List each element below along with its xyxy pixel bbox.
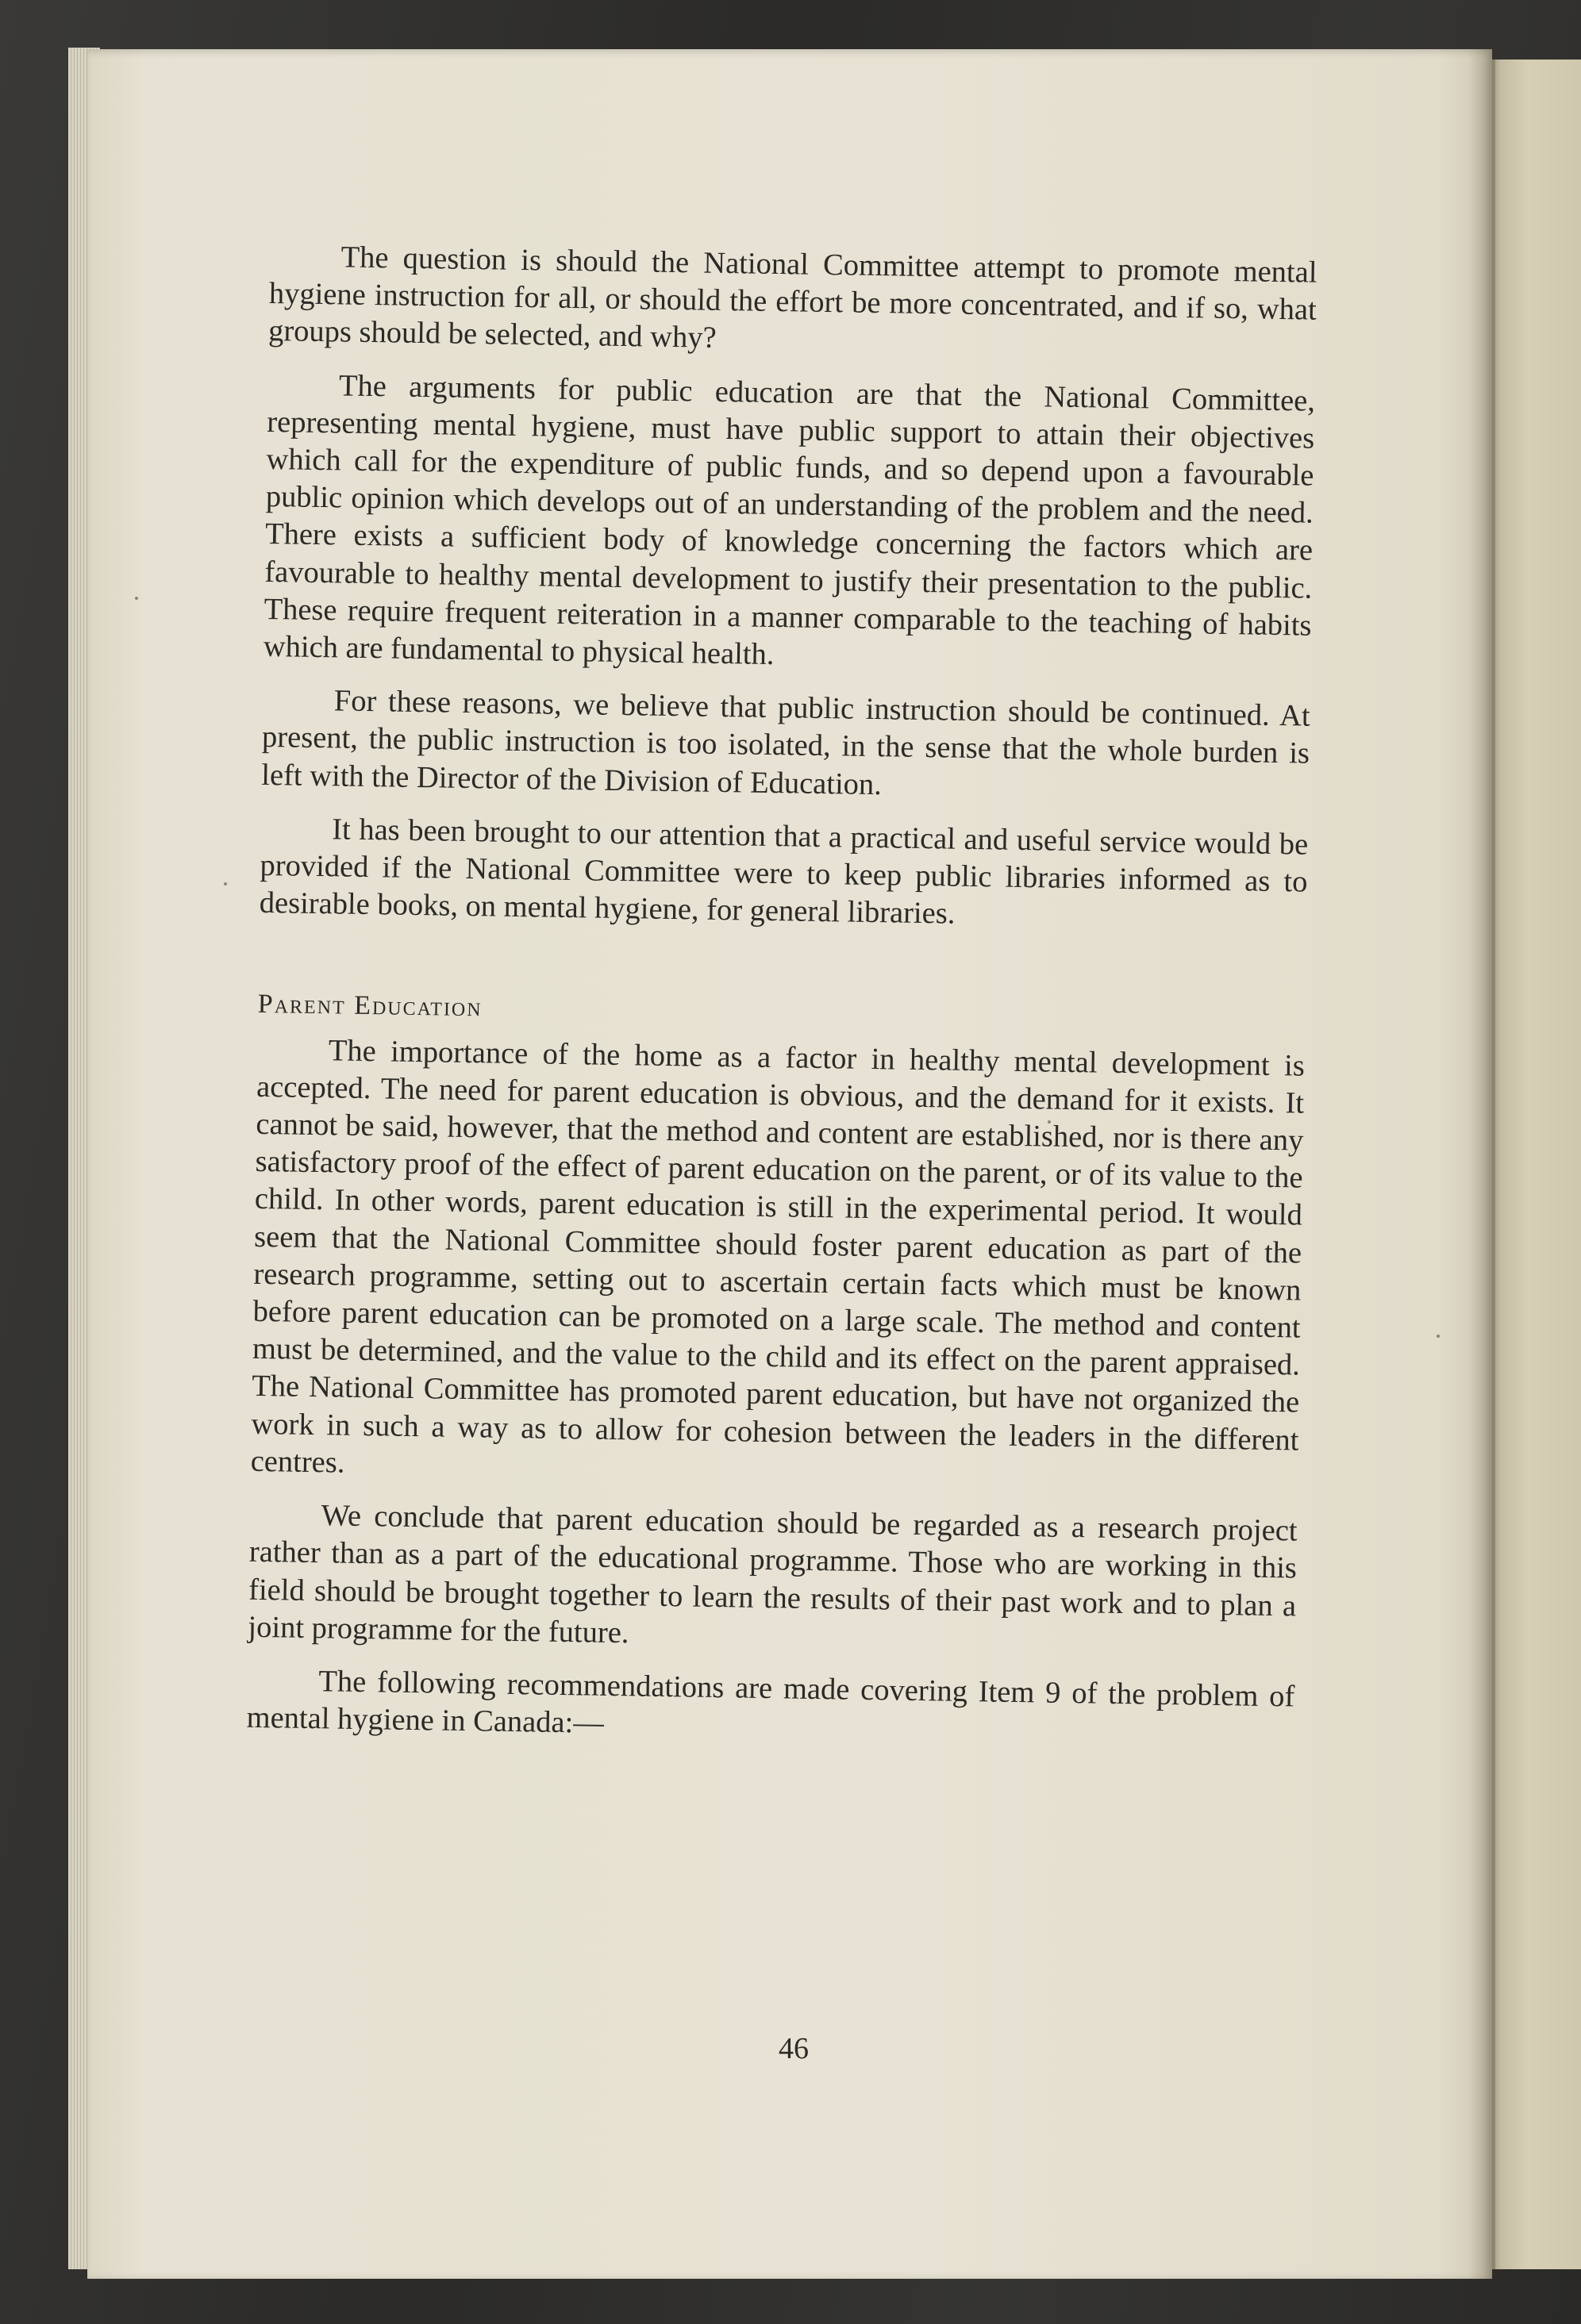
paragraph: The importance of the home as a factor in healthy mental development is accepted. The need for parent education is obvious, and the demand for it exists. It cannot be said, however, that the method and content are established, nor is there any satisfactory proof of the effect of parent education on the parent, or of its value to the child. In other words, parent education is still in the experimental period. It would seem that the National Committee should foster parent education as part of the research programme, setting out to ascertain certain facts which must be known before parent education can be promoted on a large scale. The method and content must be determined, and the value to the child and its effect on the parent appraised. The National Committee has promoted parent education, but have not organized the work in such a way as to allow for cohesion between the leaders in the different centres.	[250, 1033, 1306, 1480]
facing-page-edge	[1492, 60, 1581, 2269]
spine-shadow	[1468, 49, 1495, 2279]
page-number: 46	[779, 2032, 809, 2065]
paper-speck	[224, 882, 227, 885]
section-heading: Parent Education	[257, 989, 483, 1023]
paragraph: For these reasons, we believe that public instruction should be continued. At present, the public instruction is too isolated, in the sense that the whole burden is left with the Director of the Division of Education.	[261, 684, 1311, 801]
paper-speck	[135, 597, 138, 600]
paragraph: The question is should the National Committee attempt to promote mental hygiene instruction for all, or should the effort be more concentrated, and if so, what groups should be selected, and why?	[267, 240, 1318, 355]
paragraph: The following recommendations are made covering Item 9 of the problem of mental hygiene in Canada:—	[246, 1665, 1295, 1740]
paragraph: It has been brought to our attention that a practical and useful service would be provided if the National Committee were to keep public libraries informed as to desirable books, on mental hygiene, for general libraries.	[259, 812, 1309, 931]
body-text	[246, 238, 1318, 1769]
paragraph: We conclude that parent education should be regarded as a research project rather than as a part of the educational programme. Those who are working in this field should be brought together to learn the results of their past work and to plan a joint programme for the future.	[248, 1499, 1298, 1650]
paragraph: The arguments for public education are that the National Committee, representing mental hygiene, must have public support to attain their objectives which call for the expenditure of public funds, and so depend upon a favourable public opinion which develops out of an understanding of the problem and the need. There exists a sufficient body of knowledge concerning the factors which are favourable to healthy mental development to justify their presentation to the public. These require frequent reiteration in a manner comparable to the teaching of habits which are fundamental to physical health.	[263, 369, 1316, 672]
paper-speck	[1437, 1335, 1440, 1338]
